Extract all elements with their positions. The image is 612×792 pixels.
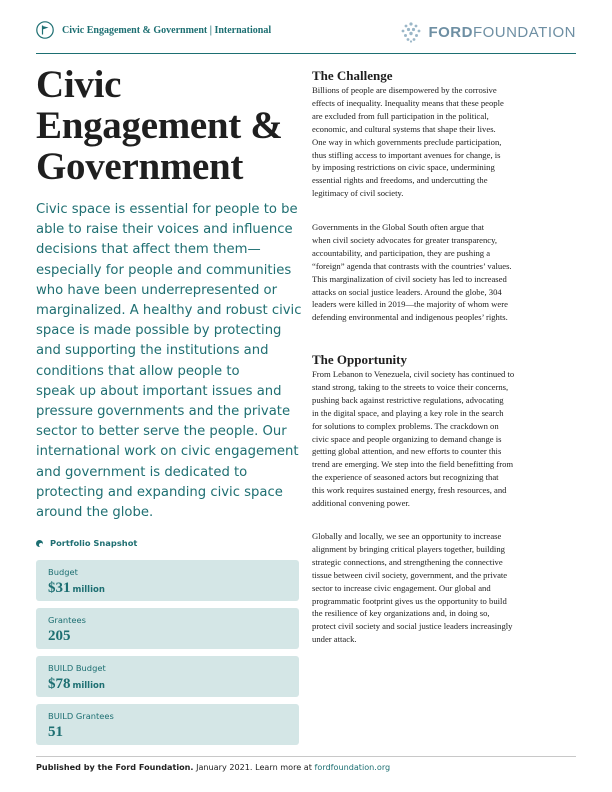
text-line: One way in which governments preclude participation, (312, 136, 502, 147)
portfolio-snapshot-heading (36, 538, 137, 548)
text-line: the resilience of key organizations and, in doing so, (312, 608, 490, 619)
text-line: tissue between civil society, government, and the private (312, 569, 508, 580)
text-line: when civil society advocates for greater transparency, (312, 234, 498, 245)
website-link[interactable]: fordfoundation.org (314, 762, 391, 772)
page-header (36, 20, 576, 48)
paragraph-body (312, 221, 576, 324)
intro-line: and government is dedicated to (36, 464, 248, 480)
card-label: BUILD Grantees (48, 711, 114, 721)
footer-date: January 2021. Learn more at (193, 762, 315, 772)
title-line: Engagement & (36, 104, 283, 147)
page-title (36, 64, 306, 187)
intro-line: and supporting the institutions and (36, 343, 269, 359)
card-number: $78 (48, 676, 71, 692)
intro-paragraph (36, 200, 302, 523)
text-line: additional convening power. (312, 498, 410, 509)
opportunity-section (312, 352, 576, 510)
card-label: BUILD Budget (48, 663, 106, 673)
text-line: leaders were killed in 2019—the majority of whom were (312, 299, 508, 310)
opportunity-heading: The Opportunity (312, 352, 407, 367)
header-divider (36, 53, 576, 54)
text-line: programmatic footprint gives us the opportunity to build (312, 595, 507, 606)
intro-line: space is made possible by protecting (36, 323, 282, 339)
intro-line: sector to better serve the people. Our (36, 424, 287, 440)
card-number: 51 (48, 724, 63, 740)
text-line: alignment by bringing critical players together, building (312, 543, 505, 554)
intro-line: Civic space is essential for people to be (36, 202, 298, 217)
snapshot-bullet-icon (36, 540, 43, 547)
challenge-paragraph-2 (312, 221, 576, 324)
snapshot-label: Portfolio Snapshot (50, 538, 138, 548)
logo-wordmark (428, 24, 576, 41)
text-line: “foreign” agenda that contrasts with the countries’ values. (312, 260, 512, 271)
text-line: this work requires sustained energy, fresh resources, and (312, 485, 507, 496)
text-line: Governments in the Global South often argue that (312, 222, 485, 232)
text-line: attacks on social justice leaders. Around the globe, 304 (312, 286, 502, 297)
intro-line: around the globe. (36, 505, 154, 521)
card-unit: million (72, 585, 105, 595)
build-grantees-card (36, 704, 299, 745)
text-line: essential rights and freedoms, and undercutting the (312, 175, 488, 186)
card-number: $31 (48, 580, 71, 596)
text-line: stand strong, taking to the streets to voice their concerns, (312, 381, 509, 392)
intro-line: conditions that allow people to (36, 363, 240, 379)
ford-foundation-logo[interactable] (400, 20, 576, 44)
text-line: are excluded from full participation in the political, (312, 110, 489, 121)
title-line: Government (36, 145, 244, 188)
text-line: by imposing restrictions on civic space, undermining (312, 162, 495, 173)
grantees-card (36, 608, 299, 649)
intro-line: who have been underrepresented or (36, 282, 278, 298)
card-value (48, 579, 105, 597)
text-line: This marginalization of civil society has led to increased (312, 273, 507, 284)
intro-line: marginalized. A healthy and robust civic (36, 303, 302, 319)
text-line: Billions of people are disempowered by the corrosive (312, 85, 497, 95)
card-number: 205 (48, 628, 71, 644)
opportunity-paragraph-1 (312, 368, 576, 510)
intro-line: especially for people and communities (36, 262, 292, 278)
text-line: legitimacy of civil society. (312, 188, 404, 199)
challenge-section (312, 68, 576, 200)
intro-line: protecting and expanding civic space (36, 484, 283, 500)
footer-divider (36, 756, 576, 757)
category-label: Civic Engagement & Government | International (62, 25, 272, 36)
text-line: under attack. (312, 634, 357, 645)
text-line: From Lebanon to Venezuela, civil society has continued to (312, 369, 515, 379)
title-line: Civic (36, 63, 122, 106)
card-value (48, 723, 63, 741)
card-unit: million (72, 681, 105, 691)
globe-icon (400, 21, 422, 43)
text-line: accountability, and participation, they are pushing a (312, 247, 491, 258)
text-line: strategic connections, and strengthening the connective (312, 556, 503, 567)
text-line: effects of inequality. Inequality means that these people (312, 97, 504, 108)
card-label: Budget (48, 567, 78, 577)
intro-line: speak up about important issues and (36, 383, 282, 399)
text-line: thus stifling access to important avenues for change, is (312, 149, 501, 160)
intro-line: decisions that affect them them— (36, 242, 261, 258)
page-footer (36, 762, 390, 772)
text-line: pushing back against restrictive regulations, advocating (312, 394, 504, 405)
card-label: Grantees (48, 615, 86, 625)
budget-card (36, 560, 299, 601)
intro-line: able to raise their voices and influence (36, 222, 293, 238)
text-line: defending environmental and indigenous peoples’ rights. (312, 312, 508, 323)
text-line: in the digital space, and playing a key role in the search (312, 407, 504, 418)
text-line: sector to increase civic engagement. Our global and (312, 582, 491, 593)
logo-wordmark-rest: FOUNDATION (472, 23, 576, 41)
card-value (48, 675, 105, 693)
flag-icon (36, 21, 54, 39)
text-line: for solutions to complex problems. The crackdown on (312, 420, 499, 431)
intro-line: international work on civic engagement (36, 444, 299, 460)
paragraph-body (312, 530, 576, 646)
text-line: Globally and locally, we see an opportunity to increase (312, 531, 502, 541)
text-line: protect civil society and social justice leaders increasingly (312, 621, 513, 632)
published-by: Published by the Ford Foundation. (36, 762, 194, 772)
challenge-paragraph-1 (312, 84, 576, 200)
opportunity-paragraph-2 (312, 530, 576, 646)
challenge-heading: The Challenge (312, 68, 393, 83)
text-line: getting global attention, and new efforts to counter this (312, 446, 502, 457)
build-budget-card (36, 656, 299, 697)
text-line: economic, and cultural systems that shape their lives. (312, 123, 496, 134)
intro-line: pressure governments and the private (36, 404, 291, 420)
text-line: trend are emerging. We step into the field benefitting from (312, 459, 514, 470)
card-value (48, 627, 71, 645)
text-line: civic space and people organizing to demand change is (312, 433, 502, 444)
text-line: the experience of seasoned actors but recognizing that (312, 472, 499, 483)
logo-wordmark-bold: FORD (428, 23, 473, 41)
